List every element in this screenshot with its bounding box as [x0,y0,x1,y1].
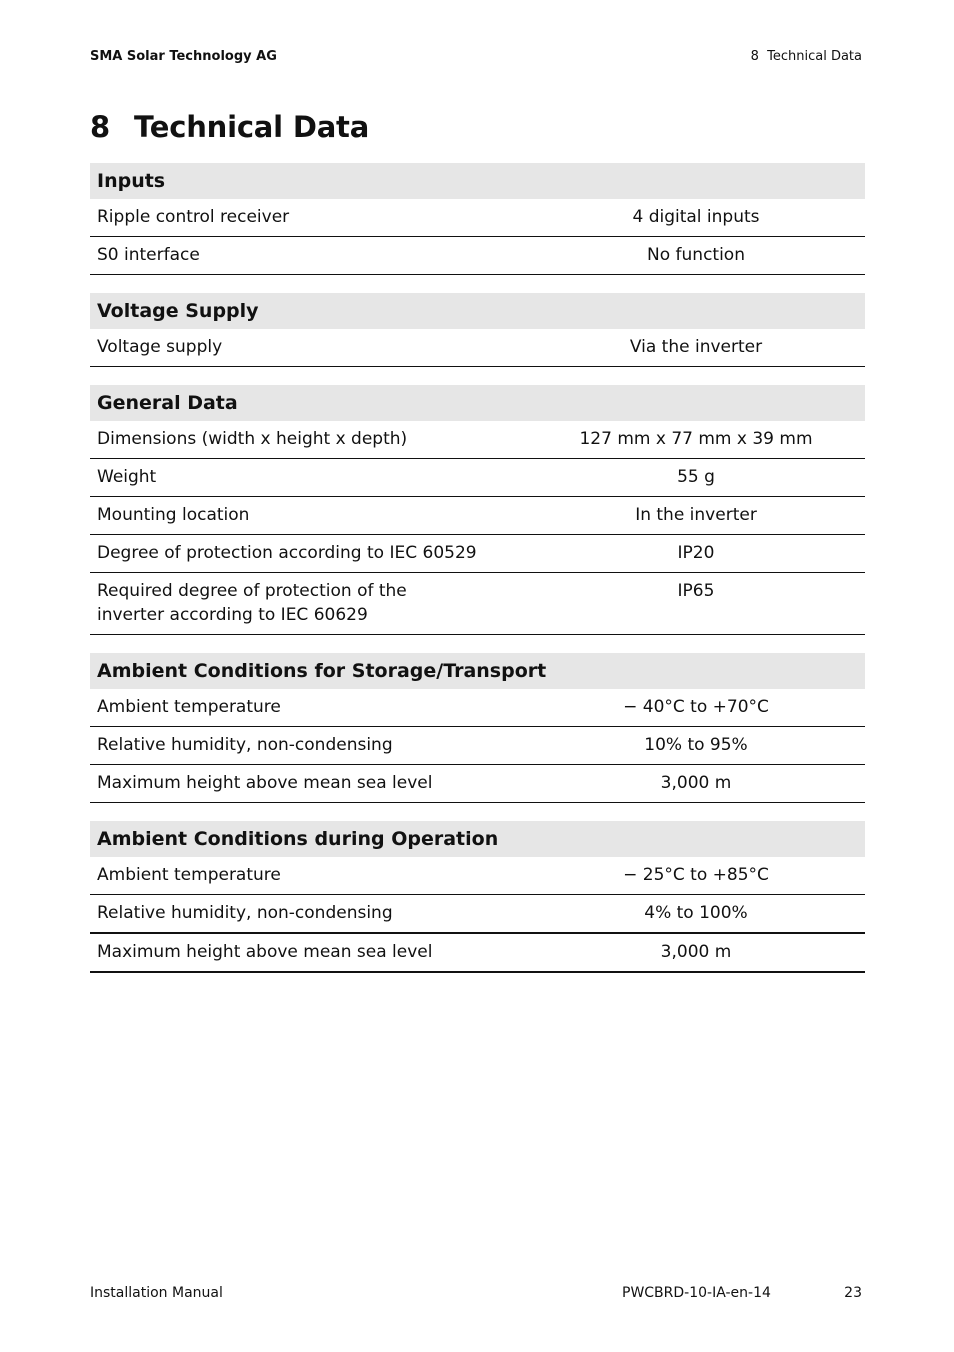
row-label: Ripple control receiver [97,207,290,227]
row-value: − 40°C to +70°C [623,697,769,717]
table-row [90,934,865,973]
table-row [90,689,865,727]
table-row [90,535,865,573]
row-value: 10% to 95% [644,735,748,755]
chapter-title-text: Technical Data [134,110,370,144]
section-title: Ambient Conditions during Operation [90,821,865,857]
table-row [90,421,865,459]
row-value: 55 g [677,467,715,487]
running-chapter-title: 8 Technical Data [750,49,862,64]
row-value: 3,000 m [660,773,732,793]
section-ambient-storage-transport [90,653,865,803]
section-title: General Data [90,385,865,421]
row-label: Dimensions (width x height x depth) [97,429,408,449]
row-label: Required degree of protection of the inverter according to IEC 60629 [97,581,407,625]
row-value: IP20 [677,543,715,563]
technical-data-tables [90,163,865,991]
row-label: Relative humidity, non-condensing [97,903,393,923]
section-title: Inputs [90,163,865,199]
table-row [90,497,865,535]
table-row [90,857,865,895]
section-title: Voltage Supply [90,293,865,329]
table-row [90,199,865,237]
page-footer [90,1285,862,1301]
row-value: No function [647,245,745,265]
section-ambient-operation [90,821,865,973]
section-inputs [90,163,865,275]
row-label: Relative humidity, non-condensing [97,735,393,755]
table-row [90,727,865,765]
row-value: Via the inverter [629,337,763,357]
table-row [90,237,865,275]
page-number: 23 [844,1285,862,1301]
section-title: Ambient Conditions for Storage/Transport [90,653,865,689]
row-label: S0 interface [97,245,200,265]
row-value: 4 digital inputs [632,207,760,227]
table-row [90,329,865,367]
table-row [90,459,865,497]
document-id: PWCBRD-10-IA-en-14 [622,1285,771,1301]
row-label: Ambient temperature [97,865,281,885]
row-value: − 25°C to +85°C [623,865,769,885]
row-label: Voltage supply [97,337,223,357]
section-voltage-supply [90,293,865,367]
page-header [90,49,862,64]
row-value: 127 mm x 77 mm x 39 mm [579,429,813,449]
row-label: Degree of protection according to IEC 60529 [97,543,477,563]
company-name: SMA Solar Technology AG [90,49,277,64]
row-value: 4% to 100% [644,903,748,923]
row-label: Maximum height above mean sea level [97,942,433,962]
row-label: Maximum height above mean sea level [97,773,433,793]
table-row [90,573,865,635]
row-label: Mounting location [97,505,250,525]
row-value: In the inverter [635,505,757,525]
row-label: Ambient temperature [97,697,281,717]
chapter-number: 8 [90,110,110,144]
manual-type: Installation Manual [90,1285,223,1301]
table-row [90,765,865,803]
page-title [90,110,369,144]
row-label: Weight [97,467,157,487]
row-value: 3,000 m [660,942,732,962]
section-general-data [90,385,865,635]
row-value: IP65 [677,581,715,601]
table-row [90,895,865,934]
